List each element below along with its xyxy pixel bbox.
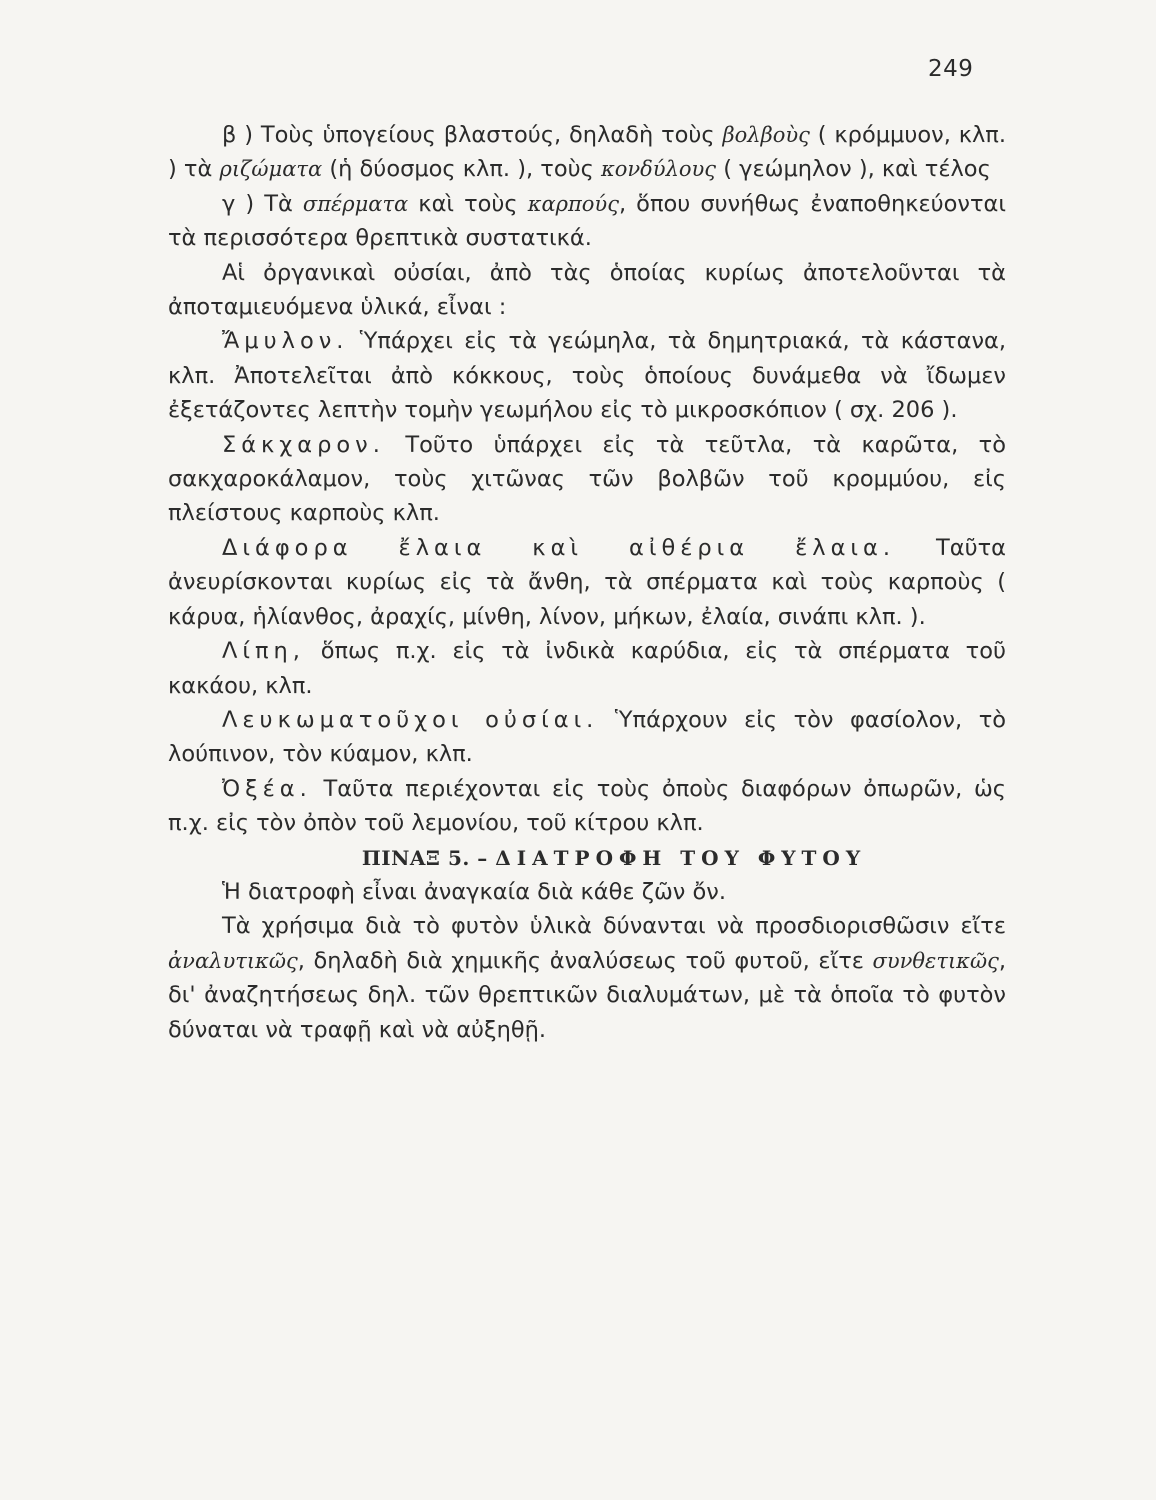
spaced-term: Ὀξέα. [222,775,312,802]
italic-term: βολβοὺς [722,123,810,147]
spaced-term: Λίπη, [222,638,305,665]
italic-term: συνθετικῶς [872,948,999,973]
paragraph-sugar: Σάκχαρον. Τοῦτο ὑπάρχει εἰς τὰ τεῦτλα, τὰ καρῶτα, τὸ σακχαροκάλαμον, τοὺς χιτῶνας τῶν βολβῶν τοῦ κρομμύου, εἰς πλείστους καρποὺς κλπ. [168,431,1006,527]
heading-label: ΠΙΝΑΞ 5. – [361,845,496,870]
paragraph-nutrition-necessity: Ἡ διατροφὴ εἶναι ἀναγκαία διὰ κάθε ζῶν ὄν. [222,878,727,905]
italic-term: κονδύλους [600,157,717,182]
heading-title: ΔΙΑΤΡΟΦΗ ΤΟΥ ΦΥΤΟΥ [495,845,867,870]
paragraph-oils: Διάφορα ἔλαια καὶ αἰθέρια ἔλαια. Ταῦτα ἀνευρίσκονται κυρίως εἰς τὰ ἄνθη, τὰ σπέρματα καὶ τοὺς καρποὺς ( κάρυα, ἡλίανθος, ἀραχίς, μίνθη, λίνον, μήκων, ἐλαία, σινάπι κλπ. ). [168,534,1007,630]
italic-term: καρπούς [527,191,619,216]
spaced-term: Διάφορα ἔλαια καὶ αἰθέρια ἔλαια. [222,534,896,561]
paragraph-underground-shoots: β ) Τοὺς ὑπογείους βλαστούς, δηλαδὴ τοὺς βολβοὺς ( κρόμμυον, κλπ. ) τὰ ριζώματα (ἡ δύοσμος κλπ. ), τοὺς κονδύλους ( γεώμηλον ), καὶ τέλος [168,122,1007,183]
body-text [168,118,1006,1047]
spaced-term: Λευκωματοῦχοι οὐσίαι. [222,706,599,733]
paragraph-proteins: Λευκωματοῦχοι οὐσίαι. Ὑπάρχουν εἰς τὸν φασίολον, τὸ λούπινον, τὸν κύαμον, κλπ. [168,706,1007,768]
spaced-term: Ἄμυλον. [222,328,349,355]
italic-term: ἀναλυτικῶς [168,948,298,973]
paragraph-acids: Ὀξέα. Ταῦτα περιέχονται εἰς τοὺς ὀποὺς διαφόρων ὀπωρῶν, ὡς π.χ. εἰς τὸν ὀπὸν τοῦ λεμονίου, τοῦ κίτρου κλπ. [168,775,1006,837]
paragraph-starch: Ἄμυλον. Ὑπάρχει εἰς τὰ γεώμηλα, τὰ δημητριακά, τὰ κάστανα, κλπ. Ἀποτελεῖται ἀπὸ κόκκους, τοὺς ὁποίους δυνάμεθα νὰ ἴδωμεν ἐξετάζοντες λεπτὴν τομὴν γεωμήλου εἰς τὸ μικροσκόπιον ( σχ. 206 ). [168,328,1006,424]
paragraph-useful-materials: Τὰ χρήσιμα διὰ τὸ φυτὸν ὑλικὰ δύνανται νὰ προσδιορισθῶσιν εἴτε ἀναλυτικῶς, δηλαδὴ διὰ χημικῆς ἀναλύσεως τοῦ φυτοῦ, εἴτε συνθετικῶς, δι' ἀναζητήσεως δηλ. τῶν θρεπτικῶν διαλυμάτων, μὲ τὰ ὁποῖα τὸ φυτὸν δύναται νὰ τραφῇ καὶ νὰ αὐξηθῇ. [168,913,1006,1043]
paragraph-fats: Λίπη, ὅπως π.χ. εἰς τὰ ἰνδικὰ καρύδια, εἰς τὰ σπέρματα τοῦ κακάου, κλπ. [168,638,1006,699]
italic-term: σπέρματα [302,191,409,216]
section-heading [168,841,1006,875]
paragraph-seeds-fruits: γ ) Τὰ σπέρματα καὶ τοὺς καρπούς, ὅπου συνήθως ἐναποθηκεύονται τὰ περισσότερα θρεπτικὰ συστατικά. [168,190,1006,252]
italic-term: ριζώματα [219,157,323,182]
page-number: 249 [928,56,974,82]
spaced-term: Σάκχαρον. [222,431,385,458]
paragraph-organic-substances: Αἱ ὀργανικαὶ οὐσίαι, ἀπὸ τὰς ὁποίας κυρίως ἀποτελοῦνται τὰ ἀποταμιευόμενα ὑλικά, εἶναι : [168,259,1006,321]
